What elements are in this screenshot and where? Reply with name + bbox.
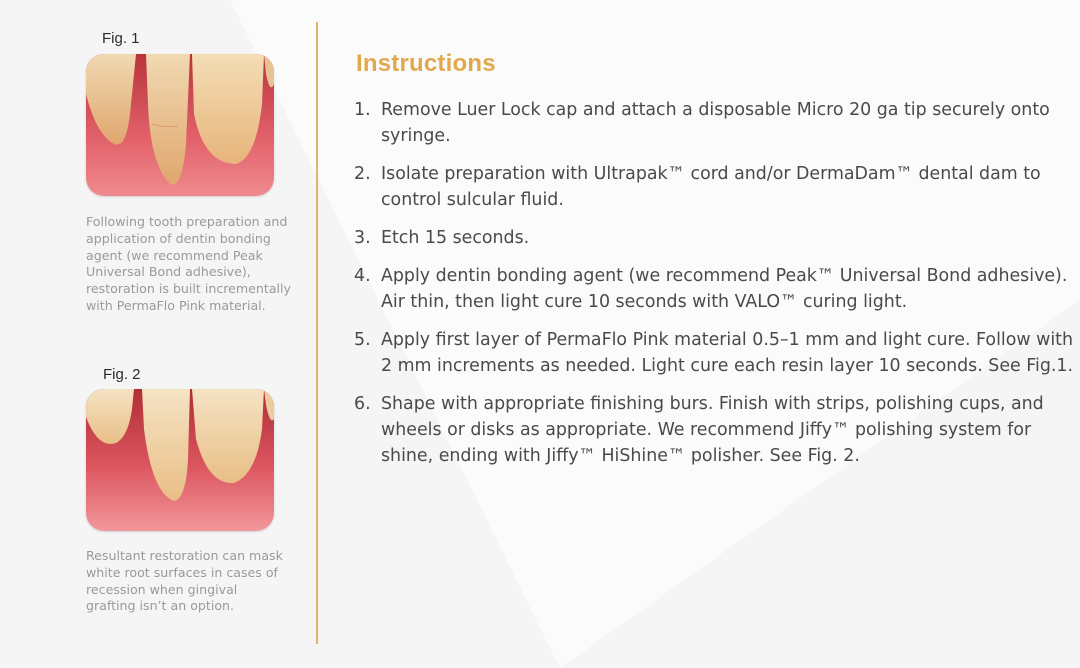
- step-number: 6.: [354, 394, 371, 414]
- figure-1-label: Fig. 1: [102, 30, 140, 47]
- instruction-step: [354, 225, 1076, 251]
- instruction-step: [354, 97, 1076, 149]
- step-text: Apply dentin bonding agent (we recommend Peak™ Universal Bond adhesive). Air thin, then light cure 10 seconds with VALO™ curing light.: [381, 266, 1068, 312]
- step-number: 1.: [354, 100, 371, 120]
- instruction-step: [354, 391, 1076, 469]
- vertical-divider: [316, 22, 318, 644]
- step-number: 2.: [354, 164, 371, 184]
- step-text: Isolate preparation with Ultrapak™ cord and/or DermaDam™ dental dam to control sulcular fluid.: [381, 164, 1041, 210]
- step-text: Apply first layer of PermaFlo Pink material 0.5–1 mm and light cure. Follow with 2 mm increments as needed. Light cure each resin layer 10 seconds. See Fig.1.: [381, 330, 1074, 376]
- figure-2-caption: Resultant restoration can mask white root surfaces in cases of recession when gingival grafting isn’t an option.: [86, 548, 283, 614]
- figure-1-photo: [86, 54, 274, 196]
- instruction-step: [354, 263, 1076, 315]
- step-number: 4.: [354, 266, 371, 286]
- figure-2-label: Fig. 2: [103, 366, 141, 383]
- step-text: Remove Luer Lock cap and attach a disposable Micro 20 ga tip securely onto syringe.: [381, 100, 1050, 146]
- instructions-heading: Instructions: [356, 50, 496, 77]
- figure-2-photo: [86, 389, 274, 531]
- instruction-step: [354, 161, 1076, 213]
- step-number: 5.: [354, 330, 371, 350]
- step-text: Etch 15 seconds.: [381, 228, 530, 248]
- instructions-list: [354, 97, 1076, 481]
- step-text: Shape with appropriate finishing burs. Finish with strips, polishing cups, and wheels or disks as appropriate. We recommend Jiffy™ polishing system for shine, ending with Jiffy™ HiShine™ polisher. See Fig. 2.: [381, 394, 1044, 466]
- instruction-step: [354, 327, 1076, 379]
- figure-1-caption: Following tooth preparation and application of dentin bonding agent (we recommend Peak Universal Bond adhesive), restoration is built incrementally with PermaFlo Pink material.: [86, 214, 292, 313]
- step-number: 3.: [354, 228, 371, 248]
